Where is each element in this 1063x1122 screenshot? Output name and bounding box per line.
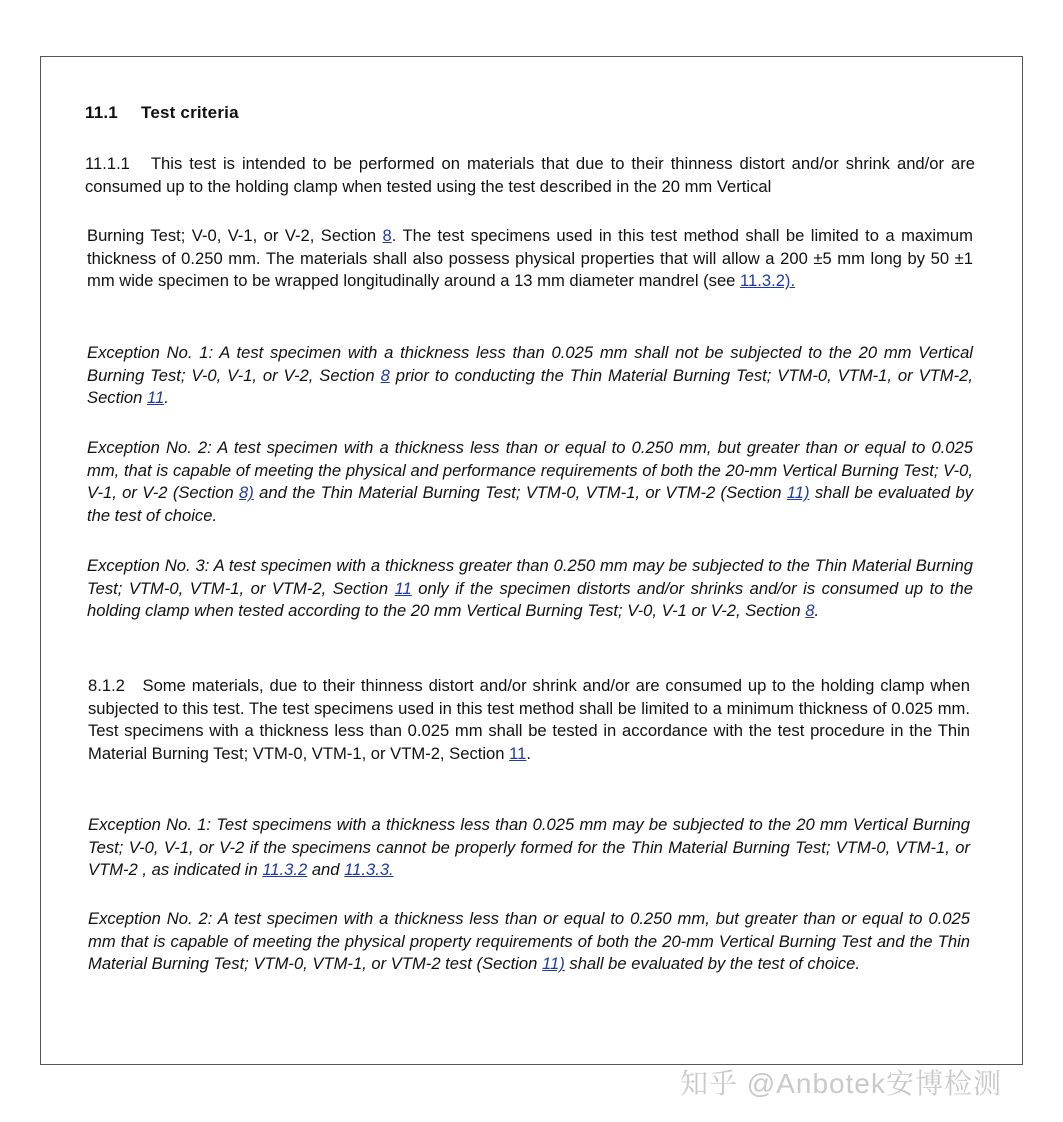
- section-11-link[interactable]: 11: [146, 388, 165, 408]
- exception-text: Exception No. 1: A test specimen with a thickness less than 0.025 mm shall not be subjected to the 20 mm Vertical Burning Test; V-0, V-1, or V-2, Section: [87, 343, 973, 385]
- exception-1: [87, 342, 973, 410]
- exception-text: and: [307, 860, 345, 880]
- section-number: 11.1: [85, 103, 118, 122]
- exception-text: Exception No. 3: A test specimen with a thickness greater than 0.250 mm may be subjected to the Thin Material Burning Test; VTM-0, VTM-1, or VTM-2, Section: [87, 556, 973, 598]
- paragraph-text: Some materials, due to their thinness distort and/or shrink and/or are consumed up to the holding clamp when subjected to this test. The test specimens used in this test method shall be limited to a minimum thickness of 0.025 mm. Test specimens with a thickness less than 0.025 mm shall be tested in accordance with the test procedure in the Thin Material Burning Test; VTM-0, VTM-1, or VTM-2, Section: [88, 676, 970, 763]
- exception-text: and the Thin Material Burning Test; VTM-0, VTM-1, or VTM-2 (Section: [253, 483, 787, 503]
- exception-text: only if the specimen distorts and/or shrinks and/or is consumed up to the holding clamp when tested according to the 20 mm Vertical Burning Test; V-0, V-1 or V-2, Section: [87, 578, 974, 621]
- watermark: 知乎 @Anbotek安博检测: [680, 1068, 1002, 1099]
- paragraph-11-1-1: [85, 153, 975, 198]
- exception-5: [88, 908, 970, 976]
- section-11-link[interactable]: 11): [542, 954, 565, 974]
- section-8-link[interactable]: 8: [805, 601, 815, 621]
- section-11-3-3-link[interactable]: 11.3.3.: [344, 860, 394, 880]
- paragraph-text: This test is intended to be performed on materials that due to their thinness distort and/or shrink and/or are consumed up to the holding clamp when tested using the test described in the 20 mm Vertical: [85, 154, 975, 196]
- section-heading: [85, 103, 239, 123]
- section-11-link[interactable]: 11): [786, 483, 810, 503]
- section-11-3-2-link[interactable]: 11.3.2: [262, 860, 308, 880]
- section-11-link[interactable]: 11: [394, 578, 412, 598]
- paragraph-continuation: [87, 225, 973, 293]
- exception-text: prior to conducting the Thin Material Burning Test; VTM-0, VTM-1, or VTM-2, Section: [87, 365, 973, 408]
- section-11-3-2-link[interactable]: 11.3.2).: [740, 271, 796, 291]
- exception-text: shall be evaluated by the test of choice.: [564, 954, 860, 974]
- section-11-link[interactable]: 11: [509, 743, 527, 763]
- clause-number: 8.1.2: [88, 676, 125, 695]
- exception-text: Exception No. 2: A test specimen with a thickness less than or equal to 0.250 mm, but greater than or equal to 0.025 mm, that is capable of meeting the physical and performance requirements of both the 20-mm Vertical Burning Test; V-0, V-1, or V-2 (Section: [87, 438, 973, 503]
- section-8-link[interactable]: 8: [382, 226, 392, 245]
- section-title: Test criteria: [141, 103, 239, 122]
- section-8-link[interactable]: 8: [380, 365, 390, 385]
- paragraph-text: Burning Test; V-0, V-1, or V-2, Section: [87, 226, 383, 245]
- paragraph-8-1-2: [88, 675, 970, 765]
- paragraph-text: .: [526, 743, 531, 763]
- paragraph-text: . The test specimens used in this test method shall be limited to a maximum thickness of 0.250 mm. The materials shall also possess physical properties that will allow a 200 ±5 mm long by 50 ±1 mm wide specimen to be wrapped longitudinally around a 13 mm diameter mandrel (see: [87, 226, 973, 291]
- clause-number: 11.1.1: [85, 154, 130, 173]
- exception-text: .: [164, 388, 169, 408]
- exception-2: [87, 437, 973, 527]
- exception-text: Exception No. 2: A test specimen with a thickness less than or equal to 0.250 mm, but greater than or equal to 0.025 mm that is capable of meeting the physical property requirements of both the 20-mm Vertical Burning Test and the Thin Material Burning Test; VTM-0, VTM-1, or VTM-2 test (Section: [88, 909, 970, 974]
- exception-3: [87, 555, 973, 623]
- exception-text: shall be evaluated by the test of choice.: [87, 483, 973, 525]
- exception-4: [88, 814, 970, 882]
- exception-text: Exception No. 1: Test specimens with a thickness less than 0.025 mm may be subjected to the 20 mm Vertical Burning Test; V-0, V-1, or V-2 if the specimens cannot be properly formed for the Thin Material Burning Test; VTM-0, VTM-1, or VTM-2 , as indicated in: [88, 815, 970, 880]
- section-8-link[interactable]: 8): [239, 483, 254, 503]
- exception-text: .: [814, 601, 820, 621]
